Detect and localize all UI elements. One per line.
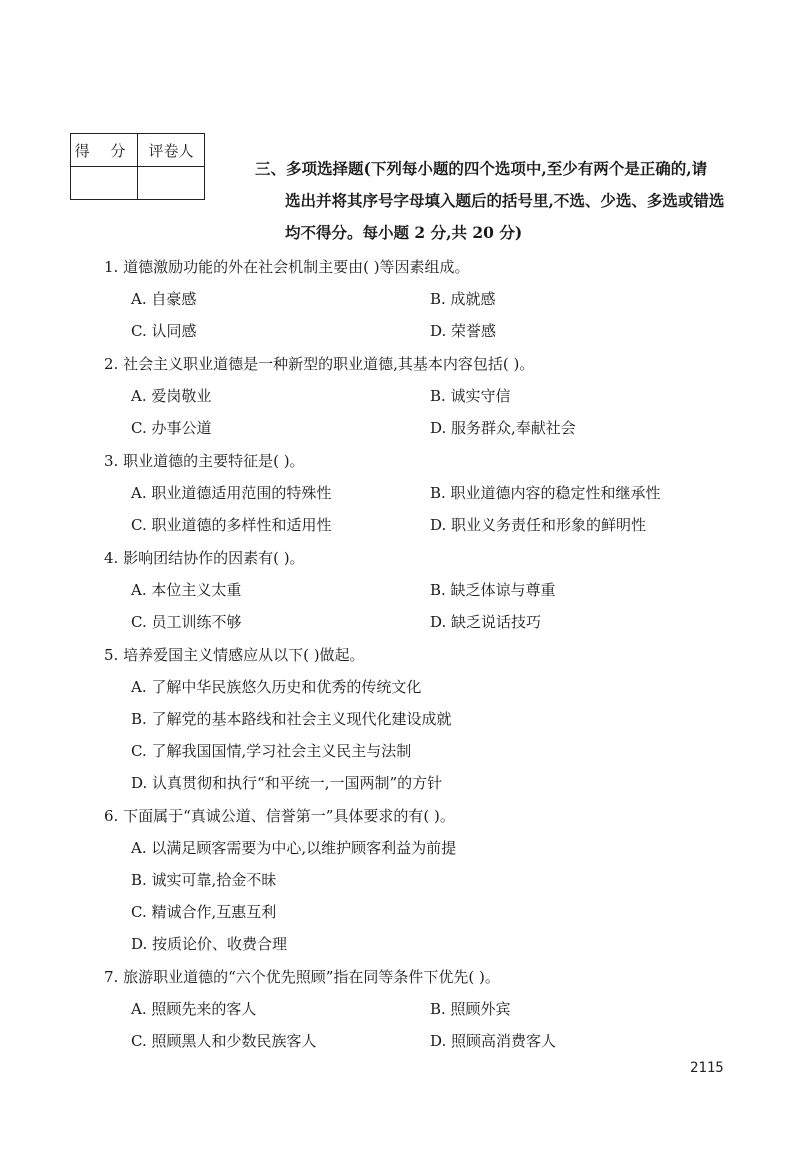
question-2-option-d[interactable]: D. 服务群众,奉献社会 bbox=[430, 419, 576, 437]
question-2-option-a[interactable]: A. 爱岗敬业 bbox=[131, 387, 212, 405]
question-5-option-c[interactable]: C. 了解我国国情,学习社会主义民主与法制 bbox=[131, 742, 412, 760]
section-header bbox=[255, 153, 745, 249]
question-6-option-c[interactable]: C. 精诚合作,互惠互利 bbox=[131, 903, 277, 921]
question-2-option-b[interactable]: B. 诚实守信 bbox=[430, 387, 511, 405]
question-7-option-c[interactable]: C. 照顾黑人和少数民族客人 bbox=[131, 1032, 317, 1050]
question-7-option-d[interactable]: D. 照顾高消费客人 bbox=[430, 1032, 557, 1050]
question-4-option-c[interactable]: C. 员工训练不够 bbox=[131, 613, 242, 631]
question-1-option-c[interactable]: C. 认同感 bbox=[131, 322, 197, 340]
question-7-option-a[interactable]: A. 照顾先来的客人 bbox=[131, 1000, 257, 1018]
question-4-option-d[interactable]: D. 缺乏说话技巧 bbox=[430, 613, 542, 631]
score-box bbox=[70, 133, 205, 200]
question-2-stem: 2. 社会主义职业道德是一种新型的职业道德,其基本内容包括( )。 bbox=[104, 355, 535, 373]
question-6-option-b[interactable]: B. 诚实可靠,拾金不昧 bbox=[131, 871, 277, 889]
question-3-option-c[interactable]: C. 职业道德的多样性和适用性 bbox=[131, 516, 332, 534]
question-6-stem: 6. 下面属于“真诚公道、信誉第一”具体要求的有( )。 bbox=[104, 807, 455, 825]
question-5-option-b[interactable]: B. 了解党的基本路线和社会主义现代化建设成就 bbox=[131, 710, 452, 728]
section-line-3: 均不得分。每小题 2 分,共 20 分) bbox=[285, 223, 523, 242]
question-1-option-a[interactable]: A. 自豪感 bbox=[131, 290, 197, 308]
grader-cell[interactable] bbox=[138, 167, 205, 200]
question-1-option-b[interactable]: B. 成就感 bbox=[430, 290, 496, 308]
question-4-stem: 4. 影响团结协作的因素有( )。 bbox=[104, 549, 305, 567]
score-label: 得 分 bbox=[71, 134, 138, 167]
question-3-option-d[interactable]: D. 职业义务责任和形象的鲜明性 bbox=[430, 516, 647, 534]
question-5-option-d[interactable]: D. 认真贯彻和执行“和平统一,一国两制”的方针 bbox=[131, 774, 443, 792]
question-5-stem: 5. 培养爱国主义情感应从以下( )做起。 bbox=[104, 646, 365, 664]
question-4-option-b[interactable]: B. 缺乏体谅与尊重 bbox=[430, 581, 556, 599]
question-3-option-a[interactable]: A. 职业道德适用范围的特殊性 bbox=[131, 484, 332, 502]
section-line-1: 三、多项选择题(下列每小题的四个选项中,至少有两个是正确的,请 bbox=[255, 159, 708, 178]
section-line-2: 选出并将其序号字母填入题后的括号里,不选、少选、多选或错选 bbox=[285, 191, 725, 210]
question-7-option-b[interactable]: B. 照顾外宾 bbox=[430, 1000, 511, 1018]
question-2-option-c[interactable]: C. 办事公道 bbox=[131, 419, 212, 437]
question-6-option-d[interactable]: D. 按质论价、收费合理 bbox=[131, 935, 288, 953]
question-1-stem: 1. 道德激励功能的外在社会机制主要由( )等因素组成。 bbox=[104, 258, 470, 276]
question-1-option-d[interactable]: D. 荣誉感 bbox=[430, 322, 497, 340]
question-7-stem: 7. 旅游职业道德的“六个优先照顾”指在同等条件下优先( )。 bbox=[104, 968, 500, 986]
question-6-option-a[interactable]: A. 以满足顾客需要为中心,以维护顾客利益为前提 bbox=[131, 839, 457, 857]
score-cell[interactable] bbox=[71, 167, 138, 200]
question-3-stem: 3. 职业道德的主要特征是( )。 bbox=[104, 452, 305, 470]
grader-label: 评卷人 bbox=[138, 134, 205, 167]
page-number: 2115 bbox=[690, 1060, 724, 1076]
question-5-option-a[interactable]: A. 了解中华民族悠久历史和优秀的传统文化 bbox=[131, 678, 422, 696]
question-4-option-a[interactable]: A. 本位主义太重 bbox=[131, 581, 242, 599]
question-3-option-b[interactable]: B. 职业道德内容的稳定性和继承性 bbox=[430, 484, 661, 502]
